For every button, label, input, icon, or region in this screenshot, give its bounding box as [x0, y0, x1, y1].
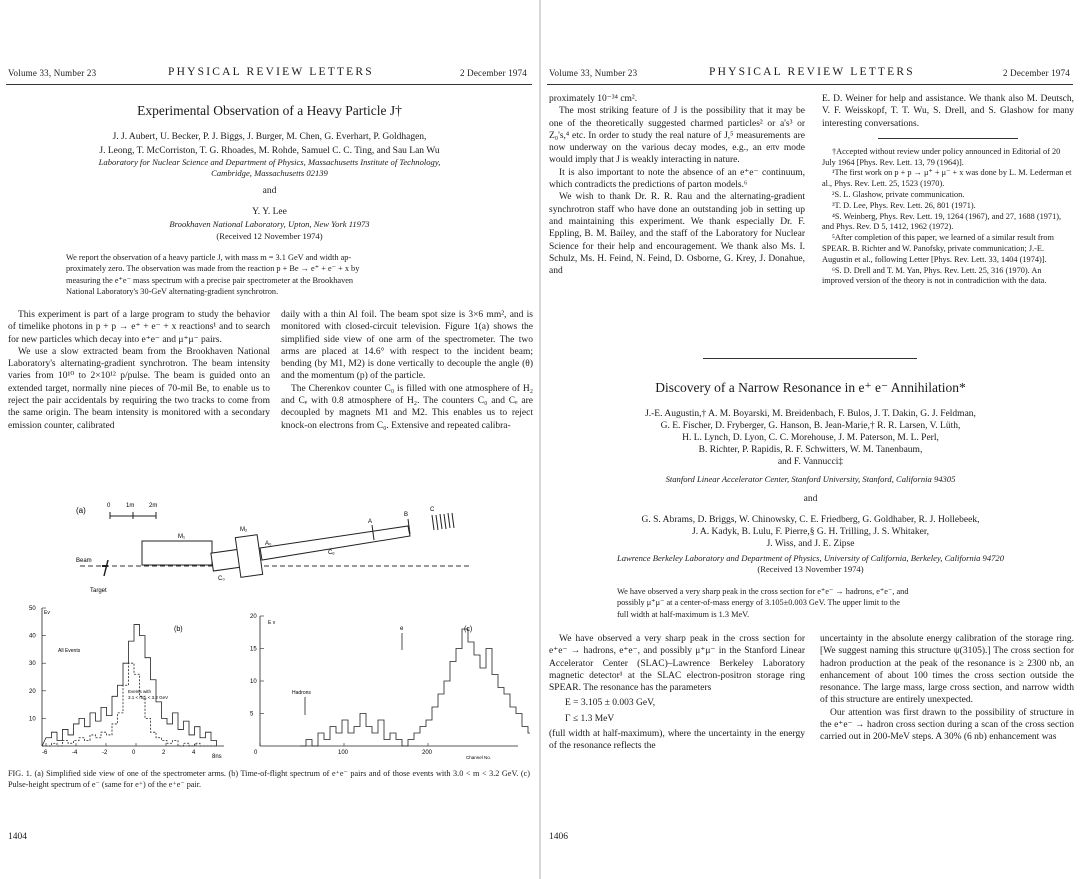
fig-b-xunit: 8ns — [212, 754, 222, 760]
events-with-label: Events with — [128, 689, 152, 694]
fig-c-histogram — [300, 629, 530, 746]
abstract-line: measuring the e⁺e⁻ mass spectrum with a precise pair spectrometer at the Brookhaven — [66, 275, 354, 285]
x-tick-label: -6 — [42, 750, 48, 756]
affiliation: Cambridge, Massachusetts 02139 — [211, 168, 328, 178]
x-tick-label: 200 — [422, 750, 433, 756]
paragraph: We have observed a very sharp peak in the cross section for e⁺e⁻ → hadrons, e⁺e⁻, and possibly μ⁺μ⁻ in the Stanford Linear Accelerator Center (SLAC)–Lawrence Berkeley Laboratory magnetic detector¹ at the SLAC electron-positron storage ring SPEAR. The resonance has the parameters — [549, 634, 805, 694]
left-page — [0, 0, 539, 879]
continuation-column-1 — [549, 93, 805, 277]
header-journal: PHYSICAL REVIEW LETTERS — [709, 66, 915, 78]
paragraph: We wish to thank Dr. R. R. Rau and the alternating-gradient synchrotron staff who have done an outstanding job in setting up and maintaining this experiment. We thank especially Dr. F. Eppling, B. M. Bailey, and the staff of the Laboratory for Nuclear Science for their help and encouragement. We thank also Ms. I. Schulz, Ms. H. Feind, N. Feind, D. Osborne, G. Krey, J. Donahue, and — [549, 192, 805, 277]
figure-1a-spectrometer — [60, 496, 480, 596]
fig-a-label: (a) — [76, 506, 86, 515]
fig-b-ylabel: Ev — [44, 610, 50, 616]
y-tick-label: 5 — [250, 711, 254, 718]
paragraph: The most striking feature of J is the possibility that it may be one of the theoretically suggested charmed particles² or a's³ or Z₀'s,⁴ etc. In order to study the real nature of J,⁵ measurements are now underway on the various decay modes, e.g., an eπν mode would imply that J is weakly interacting in nature. — [549, 106, 805, 166]
author-line: G. E. Fischer, D. Fryberger, G. Hanson, B. Jean-Marie,† R. R. Larsen, V. Lüth, — [660, 421, 961, 431]
abstract-line: We have observed a very sharp peak in the cross section for e⁺e⁻ → hadrons, e⁺e⁻, and — [617, 587, 909, 596]
a-label: A — [368, 519, 373, 525]
author-line: J. A. Kadyk, B. Lulu, F. Pierre,§ G. H. Trilling, J. S. Whitaker, — [692, 527, 929, 537]
hadrons-label: Hadrons — [292, 690, 311, 696]
paragraph: (full width at half-maximum), where the uncertainty in the energy of the resonance reflects the — [549, 729, 805, 752]
abstract-line: proximately zero. The observation was made from the reaction p + Be → e⁺ + e⁻ + x by — [66, 264, 360, 274]
article-separator — [703, 358, 917, 359]
header-journal: PHYSICAL REVIEW LETTERS — [168, 66, 374, 78]
received-date: (Received 12 November 1974) — [216, 231, 323, 241]
author-line: J. Wiss, and J. E. Zipse — [766, 539, 855, 549]
equation: Γ ≤ 1.3 MeV — [565, 713, 615, 724]
paragraph: Our attention was first drawn to the possibility of structure in the e⁺e⁻ → hadron cross section during a scan of the cross section carried out in 200-MeV steps. A 30% (6 nb) enhancement was — [820, 707, 1074, 743]
and-separator: and — [803, 494, 818, 504]
affiliation: Lawrence Berkeley Laboratory and Department of Physics, University of California, Berkeley, California 94720 — [616, 553, 1005, 563]
body-column-1 — [8, 309, 270, 432]
header-volume: Volume 33, Number 23 — [549, 68, 638, 78]
y-tick-label: 20 — [250, 614, 257, 620]
right-page — [541, 0, 1080, 879]
acknowledgment: E. D. Weiner for help and assistance. We thank also M. Deutsch, V. F. Weisskopf, T. T. Wu, S. Drell, and S. Glashow for many interesting conversations. — [822, 94, 1074, 129]
x-tick-label: 4 — [192, 750, 196, 756]
header-rule — [547, 84, 1073, 85]
author-line: G. S. Abrams, D. Briggs, W. Chinowsky, C. E. Friedberg, G. Goldhaber, R. J. Hollebeek, — [641, 515, 980, 525]
header-rule — [6, 84, 532, 85]
paper-title-2: Discovery of a Narrow Resonance in e⁺ e⁻ Annihilation* — [655, 380, 966, 395]
y-tick-label: 10 — [250, 679, 257, 685]
fig-b-histogram — [42, 625, 217, 746]
target — [104, 560, 108, 576]
author-block-2 — [541, 408, 1080, 468]
x-tick-label: 0 — [132, 750, 136, 756]
affiliation: Stanford Linear Accelerator Center, Stanford University, Stanford, California 94305 — [665, 474, 956, 484]
author-line: B. Richter, P. Rapidis, R. F. Schwitters, W. M. Tanenbaum, — [698, 445, 923, 455]
page-number: 1404 — [8, 832, 27, 842]
figure-1b-tof-histogram — [24, 600, 246, 762]
abstract-2 — [617, 586, 1017, 620]
header-volume: Volume 33, Number 23 — [8, 68, 97, 78]
author-block-3 — [541, 514, 1080, 550]
footnote: †Accepted without review under policy announced in Editorial of 20 July 1964 [Phys. Rev. Lett. 13, 79 (1964)]. — [822, 146, 1061, 167]
figure-caption: FIG. 1. (a) Simplified side view of one of the spectrometer arms. (b) Time-of-flight spectrum of e⁺e⁻ pairs and of those events with 3.0 < m < 3.2 GeV. (c) Pulse-height spectrum of e⁻ (same for e⁺) of the e⁺e⁻ pair. — [8, 769, 530, 789]
footnote: ³T. D. Lee, Phys. Rev. Lett. 26, 801 (1971). — [832, 200, 976, 210]
body-column-1 — [549, 633, 805, 753]
paragraph: The Cherenkov counter C₀ is filled with one atmosphere of H₂ and Cₑ with 0.8 atmosphere of H₂. The counters C₀ and Cₑ are decoupled by magnets M1 and M2. This enables us to reject knock-on electrons from C₀. Extensive and repeated calibra- — [281, 383, 533, 431]
paragraph: This experiment is part of a large program to study the behavior of timelike photons in p + p → e⁺ + e⁻ + x reactions¹ and to search for new particles which decay into e⁺e⁻ and μ⁺μ⁻ pairs. — [8, 310, 270, 345]
y-tick-label: 40 — [29, 633, 36, 640]
author-line: J. J. Aubert, U. Becker, P. J. Biggs, J. Burger, M. Chen, G. Everhart, P. Goldhagen, — [112, 132, 427, 142]
affiliation: Laboratory for Nuclear Science and Department of Physics, Massachusetts Institute of Technology, — [98, 157, 441, 167]
magnet-m1 — [142, 541, 212, 565]
paper-title: Experimental Observation of a Heavy Particle J† — [137, 103, 402, 118]
author-line: and F. Vannucci‡ — [777, 457, 844, 467]
paragraph: It is also important to note the absence of an e⁺e⁻ continuum, which contradicts the predictions of parton models.⁶ — [549, 167, 805, 191]
abstract-line: National Laboratory's 30-GeV alternating-gradient synchrotron. — [66, 286, 279, 296]
abstract-line: possibly μ⁺μ⁻ at a center-of-mass energy of 3.105±0.003 GeV. The upper limit to the — [617, 598, 900, 608]
x-tick-label: 100 — [338, 750, 349, 756]
scale-bar — [107, 503, 157, 519]
y-tick-label: 50 — [29, 606, 36, 612]
b-label: B — [404, 512, 409, 518]
footnote: ⁶S. D. Drell and T. M. Yan, Phys. Rev. Lett. 25, 316 (1970). An improved version of the theory is not in contradiction with the data. — [822, 265, 1047, 286]
abstract — [66, 252, 474, 297]
fig-c-xunit: Channel No. — [466, 755, 492, 760]
abstract-line: full width at half-maximum is 1.3 MeV. — [617, 609, 750, 619]
fig-c-ylabel: E v — [268, 620, 276, 626]
a0-label: A₀ — [265, 541, 272, 547]
author-line: J.-E. Augustin,† A. M. Boyarski, M. Breidenbach, F. Bulos, J. T. Dakin, G. J. Feldman, — [645, 409, 976, 419]
x-tick-label: -2 — [102, 750, 108, 756]
received-date: (Received 13 November 1974) — [757, 564, 864, 574]
m2-label: M₂ — [240, 527, 248, 533]
paragraph: uncertainty in the absolute energy calibration of the storage ring. [We suggest naming this structure ψ(3105).] The cross section for hadron production at the peak of the resonance is ≥ 2300 nb, an enhancement of about 100 times the cross section outside the resonance. The large mass, large cross section, and narrow width of this structure are entirely unexpected. — [820, 634, 1074, 706]
paragraph: proximately 10⁻³⁴ cm². — [549, 94, 638, 104]
header-date: 2 December 1974 — [1003, 68, 1070, 78]
cherenkov-ce — [260, 526, 410, 560]
magnet-m2 — [235, 535, 262, 578]
events-with-label-2: 3.1 < mₑₑ < 3.2 GeV — [128, 695, 169, 700]
abstract-line: We report the observation of a heavy particle J, with mass m = 3.1 GeV and width ap- — [66, 253, 352, 262]
scale-2: 2m — [149, 503, 158, 509]
fig-c-label: (c) — [464, 626, 473, 633]
x-tick-label: 2 — [162, 750, 166, 756]
author-line: J. Leong, T. McCorriston, T. G. Rhoades, M. Rohde, Samuel C. C. Ting, and Sau Lan Wu — [99, 146, 440, 156]
scale-0: 0 — [107, 503, 111, 509]
author-line: Y. Y. Lee — [252, 207, 287, 217]
y-tick-label: 15 — [250, 646, 257, 653]
footnote: ¹The first work on p + p → μ⁺ + μ⁻ + x was done by L. M. Lederman et al., Phys. Rev. Lett. 25, 1523 (1970). — [822, 168, 1072, 189]
paragraph: We use a slow extracted beam from the Brookhaven National Laboratory's alternating-gradient synchrotron. The beam intensity varies from 10¹⁰ to 2×10¹² p/pulse. The beam is guided onto an extended target, normally nine pieces of 70-mil Be, to enable us to reject the pair accidentals by requiring the two tracks to come from the same origin. The beam intensity is monitored with a secondary emission counter, calibrated — [8, 346, 270, 431]
x-tick-label: 0 — [254, 750, 258, 756]
c0-label: C₀ — [218, 576, 225, 582]
target-label: Target — [90, 588, 107, 594]
beam-label: Beam — [76, 558, 92, 564]
affiliation: Brookhaven National Laboratory, Upton, New York 11973 — [169, 219, 370, 229]
paragraph: daily with a thin Al foil. The beam spot size is 3×6 mm², and is monitored with closed-circuit television. Figure 1(a) shows the simplified side view of one arm of the spectrometer. The two arms are placed at 14.6° with respect to the incident beam; bending (by M1, M2) is done vertically to decouple the angle (θ) and the momentum (p) of the particle. — [281, 310, 533, 382]
all-events-label: All Events — [58, 648, 81, 654]
y-tick-label: 30 — [29, 661, 36, 668]
ce-label: Cₑ — [328, 550, 335, 556]
and-separator: and — [262, 186, 277, 196]
pulse-height-histogram — [300, 629, 530, 746]
e-peak-label: e — [400, 626, 404, 632]
page-number: 1406 — [549, 832, 568, 842]
y-tick-label: 10 — [29, 716, 36, 723]
footnote: ⁵After completion of this paper, we learned of a similar result from SPEAR. B. Richter and W. Panofsky, private communication; J.-E. Augustin et al., following Letter [Phys. Rev. Lett. 33, 1404 (1974)]. — [822, 233, 1054, 264]
all-events-histogram — [42, 625, 217, 746]
fig-b-label: (b) — [174, 626, 183, 633]
body-column-2 — [820, 633, 1074, 744]
c-label: C — [430, 507, 435, 513]
footnotes — [822, 147, 1074, 287]
scale-1: 1m — [126, 503, 135, 509]
continuation-column-2 — [822, 93, 1074, 287]
header-date: 2 December 1974 — [460, 68, 527, 78]
figure-1c-pulse-height — [248, 600, 530, 762]
equation: E = 3.105 ± 0.003 GeV, — [565, 698, 656, 709]
m1-label: M₁ — [178, 534, 186, 540]
x-tick-label: -4 — [72, 750, 78, 756]
footnote: ⁴S. Weinberg, Phys. Rev. Lett. 19, 1264 (1967), and 27, 1688 (1971), and Phys. Rev. D 5, 1412, 1962 (1972). — [822, 211, 1062, 232]
body-column-2 — [281, 309, 533, 432]
footnote: ²S. L. Glashow, private communication. — [832, 190, 965, 200]
footnote-rule — [878, 138, 1018, 139]
author-line: H. L. Lynch, D. Lyon, C. C. Morehouse, J. M. Paterson, M. L. Perl, — [682, 433, 939, 443]
y-tick-label: 20 — [29, 688, 36, 695]
